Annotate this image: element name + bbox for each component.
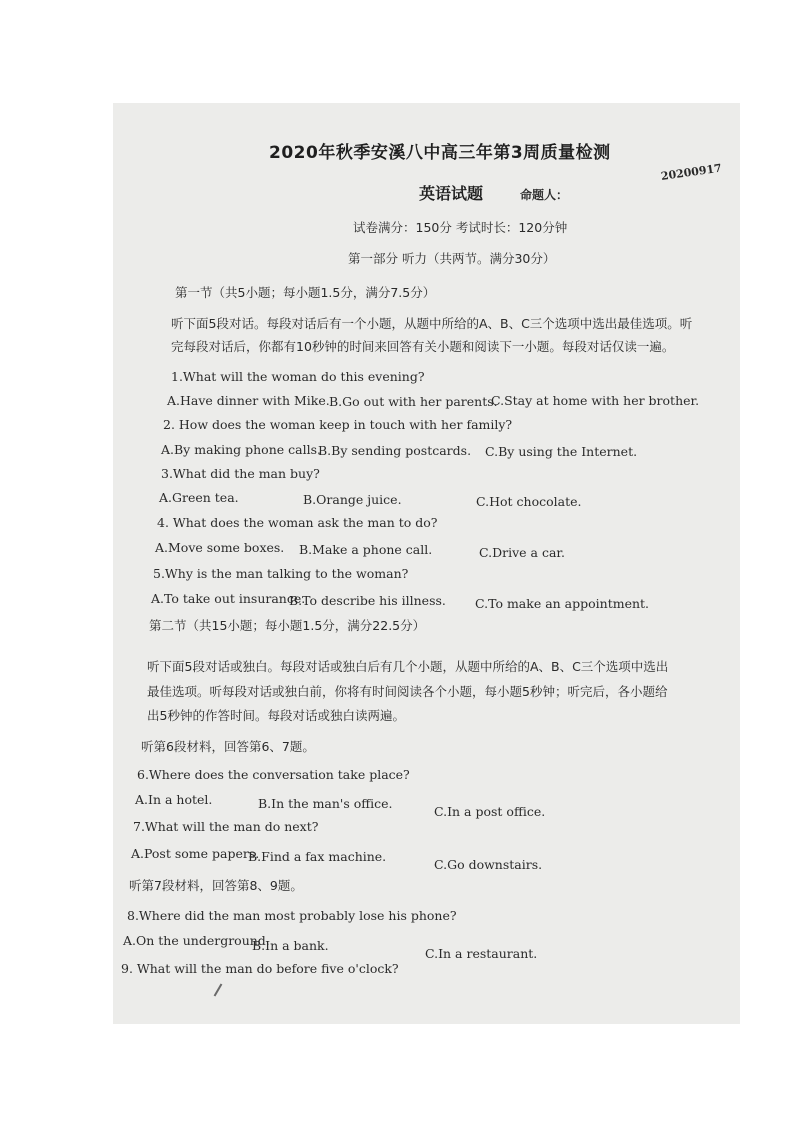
section2-instruction-line3: 出5秒钟的作答时间。每段对话或独白读两遍。 xyxy=(147,708,405,723)
subject-title: 英语试题 xyxy=(419,184,484,203)
question-3-option-a: A.Green tea. xyxy=(159,490,239,505)
question-4-option-b: B.Make a phone call. xyxy=(299,542,433,557)
section2-instruction-line1: 听下面5段对话或独白。每段对话或独白后有几个小题，从题中所给的A、B、C三个选项中选出 xyxy=(147,659,669,674)
pen-mark xyxy=(214,983,223,996)
question-3-option-c: C.Hot chocolate. xyxy=(476,494,582,509)
date-code: 20200917 xyxy=(660,161,723,183)
setter-label: 命题人： xyxy=(520,188,569,202)
exam-paper xyxy=(113,103,740,1024)
exam-title: 2020年秋季安溪八中高三年第3周质量检测 xyxy=(269,143,611,163)
question-1: 1.What will the woman do this evening? xyxy=(171,369,425,384)
question-5-option-b: B.To describe his illness. xyxy=(289,593,446,608)
section1-instruction-line2: 完每段对话后，你都有10秒钟的时间来回答有关小题和阅读下一小题。每段对话仅读一遍。 xyxy=(171,339,675,354)
question-8-option-b: B.In a bank. xyxy=(252,938,329,953)
question-2-option-c: C.By using the Internet. xyxy=(485,444,638,459)
question-7: 7.What will the man do next? xyxy=(133,819,319,834)
question-7-option-b: B.Find a fax machine. xyxy=(248,849,387,864)
question-7-option-c: C.Go downstairs. xyxy=(434,857,543,872)
question-6-option-a: A.In a hotel. xyxy=(135,792,213,807)
question-8-option-a: A.On the underground. xyxy=(123,933,270,948)
material-6-heading: 听第6段材料，回答第6、7题。 xyxy=(141,739,315,754)
question-8: 8.Where did the man most probably lose his phone? xyxy=(127,908,457,923)
question-4-option-a: A.Move some boxes. xyxy=(155,540,285,555)
question-3: 3.What did the man buy? xyxy=(161,466,320,481)
question-7-option-a: A.Post some papers. xyxy=(131,846,260,861)
question-1-option-a: A.Have dinner with Mike. xyxy=(167,393,330,408)
material-7-heading: 听第7段材料，回答第8、9题。 xyxy=(129,878,303,893)
question-5-option-a: A.To take out insurance. xyxy=(151,591,306,606)
section1-instruction-line1: 听下面5段对话。每段对话后有一个小题，从题中所给的A、B、C三个选项中选出最佳选项。听 xyxy=(171,316,693,331)
section2-heading: 第二节（共15小题；每小题1.5分，满分22.5分） xyxy=(149,618,426,633)
question-4: 4. What does the woman ask the man to do? xyxy=(157,515,438,530)
part-one-heading: 第一部分 听力（共两节。满分30分） xyxy=(348,251,556,266)
question-5-option-c: C.To make an appointment. xyxy=(475,596,650,611)
question-2-option-a: A.By making phone calls. xyxy=(161,442,321,457)
question-6-option-b: B.In the man's office. xyxy=(258,796,393,811)
question-8-option-c: C.In a restaurant. xyxy=(425,946,538,961)
question-2-option-b: B.By sending postcards. xyxy=(318,443,472,458)
question-9: 9. What will the man do before five o'clock? xyxy=(121,961,399,976)
section1-heading: 第一节（共5小题；每小题1.5分，满分7.5分） xyxy=(175,285,436,300)
question-6-option-c: C.In a post office. xyxy=(434,804,546,819)
question-6: 6.Where does the conversation take place? xyxy=(137,767,410,782)
question-2: 2. How does the woman keep in touch with her family? xyxy=(163,417,513,432)
question-4-option-c: C.Drive a car. xyxy=(479,545,565,560)
section2-instruction-line2: 最佳选项。听每段对话或独白前，你将有时间阅读各个小题，每小题5秒钟；听完后，各小题给 xyxy=(147,684,668,699)
question-1-option-b: B.Go out with her parents. xyxy=(329,394,498,409)
question-3-option-b: B.Orange juice. xyxy=(303,492,402,507)
score-time-info: 试卷满分：150分 考试时长：120分钟 xyxy=(353,220,568,235)
question-1-option-c: C.Stay at home with her brother. xyxy=(491,393,700,408)
question-5: 5.Why is the man talking to the woman? xyxy=(153,566,409,581)
